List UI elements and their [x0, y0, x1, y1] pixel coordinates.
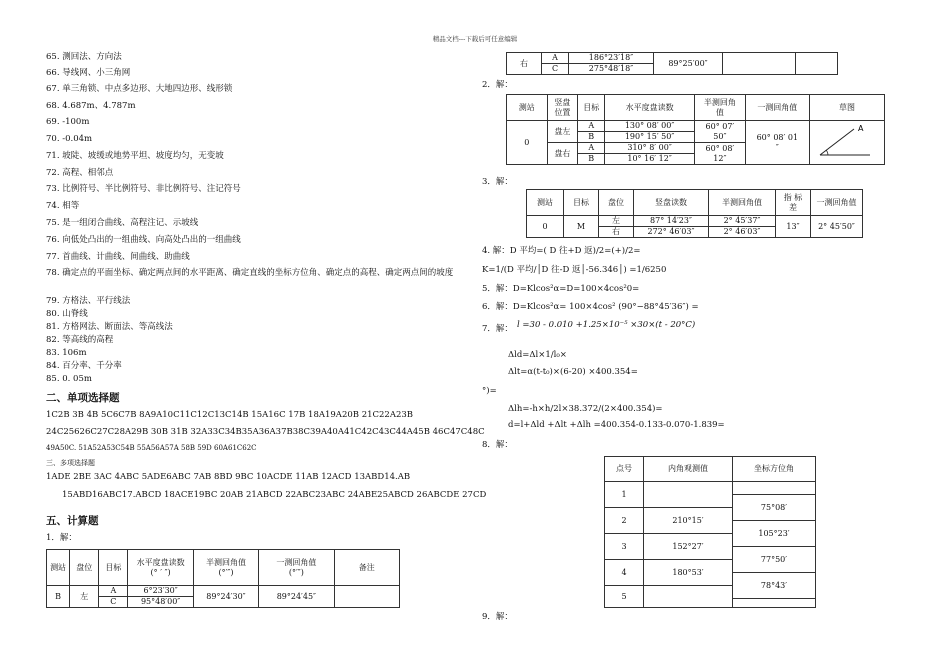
cell-side: 左: [70, 586, 99, 608]
cell-target: B: [578, 132, 605, 143]
table-row: [605, 482, 732, 508]
cell-half-right: 2° 46′03″: [709, 227, 776, 238]
azimuth-value: 77°50′: [733, 547, 815, 573]
cell-half-left: 2° 45′37″: [709, 216, 776, 227]
th-face: 盘位: [599, 190, 634, 216]
answer-79: 79. 方格法、平行线法: [46, 296, 131, 306]
cell-reading-a: 6°23′30″: [128, 586, 193, 597]
table-row: [605, 560, 732, 586]
cell-station: 0: [507, 121, 548, 165]
azimuth-value: 105°23′: [733, 521, 815, 547]
cell-reading-right: 272° 46′03″: [634, 227, 709, 238]
th-note: 备注: [334, 550, 399, 586]
question-1-label: 1．解：: [46, 533, 77, 543]
cell-face-left: 左: [599, 216, 634, 227]
multi-choice-line-2: 15ABD16ABC17.ABCD 18ACE19BC 20AB 21ABCD 22ABC23ABC 24ABE25ABCD 26ABCDE 27CD: [62, 490, 487, 500]
question-6: 6．解：D=Klcos²α= 100×4cos² (90°−88°45′36″) =: [482, 302, 699, 312]
point-label: 4: [621, 568, 627, 577]
th-inner-angle: 内角观测值: [644, 457, 733, 482]
th-full: 一测回角值 (°′″): [259, 550, 334, 586]
table-q1: [46, 549, 400, 608]
cell-target-a: A: [99, 586, 128, 597]
cell-reading: 310° 8′ 00″: [605, 143, 695, 154]
cell-full: 2° 45′50″: [811, 216, 863, 238]
answer-68: 68. 4.687m、4.787m: [46, 101, 136, 111]
section-title-calculation: 五、计算题: [46, 515, 99, 527]
answer-75: 75. 是一组闭合曲线、高程注记、示坡线: [46, 218, 199, 228]
answer-83: 83. 106m: [46, 348, 87, 358]
cell-full: 60° 08′ 01 ″: [745, 121, 809, 165]
cell-half: 89°24′30″: [193, 586, 258, 608]
cell-face-right: 右: [599, 227, 634, 238]
cell-sketch: [810, 121, 885, 165]
cell-target-c: C: [542, 64, 569, 75]
angle-value: 210°15′: [672, 516, 704, 525]
answer-77: 77. 首曲线、计曲线、间曲线、助曲线: [46, 252, 190, 262]
azimuth-value: 78°43′: [733, 573, 815, 599]
answer-72: 72. 高程、相邻点: [46, 168, 114, 178]
question-7-step-d: Δlh=-h×h/2l×38.372/(2×400.354)=: [508, 404, 663, 414]
cell-target: B: [578, 154, 605, 165]
angle-value: 180°53′: [672, 568, 704, 577]
th-reading: 水平度盘读数: [605, 95, 695, 121]
cell-reading-a: 186°23′18″: [569, 53, 654, 64]
cell-reading-c: 275°48′18″: [569, 64, 654, 75]
point-label: 5: [621, 592, 627, 601]
table-q3: [526, 189, 863, 238]
cell-target-a: A: [542, 53, 569, 64]
th-index: 指 标 差: [776, 190, 811, 216]
multi-choice-line-1: 1ADE 2BE 3AC 4ABC 5ADE6ABC 7AB 8BD 9BC 10ACDE 11AB 12ACD 13ABD14.AB: [46, 472, 411, 482]
cell-note: [334, 586, 399, 608]
question-7-label: 7．解：: [482, 324, 513, 334]
answer-67: 67. 单三角锁、中点多边形、大地四边形、线形锁: [46, 84, 233, 94]
question-5: 5．解：D=Klcos²α=D=100×4cos²0=: [482, 284, 640, 294]
question-7-step-b: Δlt=α(t-t₀)×(6-20) ×400.354=: [508, 367, 638, 377]
cell-side-right: 右: [507, 53, 542, 75]
th-station: 测站: [527, 190, 564, 216]
answer-66: 66. 导线网、小三角网: [46, 68, 131, 78]
cell-reading-c: 95°48′00″: [128, 597, 193, 608]
question-2-label: 2．解：: [482, 80, 513, 90]
th-half: 半测回角值 (°′″): [193, 550, 258, 586]
section-title-single-choice: 二、单项选择题: [46, 392, 120, 404]
cell-target-c: C: [99, 597, 128, 608]
th-half: 半测回角值: [709, 190, 776, 216]
point-label: 2: [621, 516, 627, 525]
answer-71: 71. 坡陡、坡缓或地势平坦、坡度均匀，无变坡: [46, 151, 224, 161]
answer-82: 82. 等高线的高程: [46, 335, 114, 345]
question-8-label: 8．解：: [482, 440, 513, 450]
answer-70: 70. -0.04m: [46, 134, 93, 144]
angle-sketch: [812, 121, 882, 161]
question-9-label: 9．解：: [482, 612, 513, 622]
question-7-step-a: Δld=Δl×1/l₀×: [508, 350, 567, 360]
cell-full: 89°24′45″: [259, 586, 334, 608]
question-7-step-c: °)=: [482, 386, 497, 396]
th-station: 测站: [47, 550, 70, 586]
answer-65: 65. 测回法、方向法: [46, 52, 122, 62]
answer-69: 69. -100m: [46, 117, 90, 127]
point-label: 1: [621, 490, 627, 499]
answer-73: 73. 比例符号、半比例符号、非比例符号、注记符号: [46, 184, 241, 194]
cell-face-right: 盘右: [547, 143, 578, 165]
question-7-formula: l =30 - 0.010 +1.25×10⁻⁵ ×30×(t - 20°C): [517, 320, 696, 330]
cell-face-left: 盘左: [547, 121, 578, 143]
table-row: [605, 508, 732, 534]
cell-half-2: 60° 08′ 12″: [695, 143, 746, 165]
answer-81: 81. 方格网法、断面法、等高线法: [46, 322, 173, 332]
cell-target: M: [564, 216, 599, 238]
answer-80: 80. 山脊线: [46, 309, 88, 319]
th-full: 一测回角值: [745, 95, 809, 121]
answer-76: 76. 向低处凸出的一组曲线、向高处凸出的一组曲线: [46, 235, 241, 245]
single-choice-line-1: 1C2B 3B 4B 5C6C7B 8A9A10C11C12C13C14B 15A16C 17B 18A19A20B 21C22A23B: [46, 410, 414, 420]
section-title-multi-choice: 三、多项选择题: [46, 459, 95, 467]
th-azimuth: 坐标方位角: [733, 457, 815, 482]
cell-half-1: 60° 07′ 50″: [695, 121, 746, 143]
page-header: 精品文档---下载后可任意编辑: [432, 35, 518, 43]
single-choice-line-3: 49A50C. 51A52A53C54B 55A56A57A 58B 59D 60A61C62C: [46, 444, 257, 452]
th-face: 竖盘 位置: [547, 95, 578, 121]
th-station: 测站: [507, 95, 548, 121]
th-target: 目标: [564, 190, 599, 216]
th-target: 目标: [578, 95, 605, 121]
angle-value: 152°27′: [672, 542, 704, 551]
answer-85: 85. 0. 05m: [46, 374, 92, 384]
cell-station: B: [47, 586, 70, 608]
table-q8: [604, 456, 816, 608]
table-row: [605, 534, 732, 560]
cell-target: A: [578, 121, 605, 132]
question-4-line-2: K=1/(D 平均/│D 往-D 返│-56.346│) =1/6250: [482, 265, 667, 275]
th-full: 一测回角值: [811, 190, 863, 216]
cell-index: 13″: [776, 216, 811, 238]
cell-half: 89°25′00″: [654, 53, 723, 75]
cell-note: [796, 53, 838, 75]
th-target: 目标: [99, 550, 128, 586]
cell-reading: 130° 08′ 00″: [605, 121, 695, 132]
th-side: 盘位: [70, 550, 99, 586]
table-q1-continued: [506, 52, 838, 75]
point-label: 3: [621, 542, 627, 551]
cell-reading: 190° 15′ 50″: [605, 132, 695, 143]
question-3-label: 3．解：: [482, 177, 513, 187]
question-4-line-1: 4. 解：D 平均=( D 往+D 返)/2=(+)/2=: [482, 246, 641, 256]
answer-84: 84. 百分率、千分率: [46, 361, 122, 371]
cell-station: 0: [527, 216, 564, 238]
th-reading: 水平度盘读数 (° ′ ″): [128, 550, 193, 586]
th-reading: 竖盘读数: [634, 190, 709, 216]
azimuth-spacer: [733, 482, 815, 495]
cell-reading: 10° 16′ 12″: [605, 154, 695, 165]
answer-78: 78. 确定点的平面坐标、确定两点间的水平距离、确定直线的坐标方位角、确定点的高程、确定两点间的坡度: [46, 268, 454, 278]
cell-target: A: [578, 143, 605, 154]
cell-full: [723, 53, 796, 75]
th-half: 半测回角 值: [695, 95, 746, 121]
th-sketch: 草图: [810, 95, 885, 121]
sketch-label-a: A: [858, 124, 864, 133]
table-q2: [506, 94, 885, 165]
azimuth-value: 75°08′: [733, 495, 815, 521]
single-choice-line-2: 24C25626C27C28A29B 30B 31B 32A33C34B35A36A37B38C39A40A41C42C43C44A45B 46C47C48C: [46, 427, 485, 437]
cell-reading-left: 87° 14′23″: [634, 216, 709, 227]
answer-74: 74. 相等: [46, 201, 80, 211]
table-row: [605, 586, 732, 607]
th-point: 点号: [605, 457, 644, 482]
question-7-step-e: d=l+Δld +Δlt +Δlh =400.354-0.133-0.070-1.839=: [508, 420, 725, 430]
